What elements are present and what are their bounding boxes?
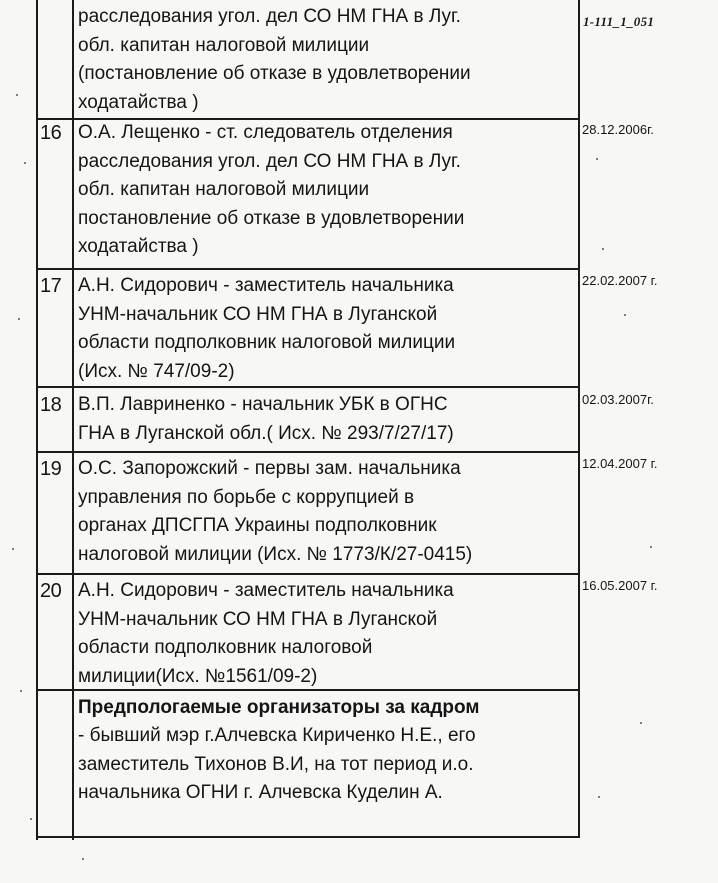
- row-text: В.П. Лавриненко - начальник УБК в ОГНС ГНА в Луганской обл.( Исх. № 293/7/27/17): [78, 394, 454, 444]
- row-text: расследования угол. дел СО НМ ГНА в Луг. обл. капитан налоговой милиции (постановление об отказе в удовлетворении ходатайства ): [78, 6, 471, 113]
- scan-speck: [640, 722, 642, 724]
- row-date: 16.05.2007 г.: [582, 578, 658, 593]
- table-row-separator: [36, 268, 580, 270]
- table-border-left: [36, 0, 38, 840]
- scan-speck: [20, 690, 22, 692]
- table-row-separator: [36, 451, 580, 453]
- scan-speck: [82, 858, 84, 860]
- table-row-separator: [36, 386, 580, 388]
- row-number: 19: [40, 458, 62, 480]
- row-date: 12.04.2007 г.: [582, 456, 658, 471]
- scan-speck: [650, 546, 652, 548]
- row-number: 17: [40, 275, 62, 297]
- scan-speck: [598, 796, 600, 798]
- row-number: 16: [40, 122, 62, 144]
- document-id-stamp: 1-111_1_051: [583, 14, 655, 29]
- scan-speck: [24, 162, 26, 164]
- row-date: 02.03.2007г.: [582, 392, 654, 407]
- scan-speck: [596, 158, 598, 160]
- row-text: А.Н. Сидорович - заместитель начальника УНМ-начальник СО НМ ГНА в Луганской области подполковник налоговой милиции(Исх. №1561/09-2): [78, 580, 454, 687]
- scan-speck: [624, 314, 626, 316]
- row-text: О.С. Запорожский - первы зам. начальника управления по борьбе с коррупцией в органах ДПСГПА Украины подполковник налоговой милиции (Исх. № 1773/К/27-0415): [78, 458, 473, 565]
- table-row-separator: [36, 573, 580, 575]
- scan-speck: [602, 248, 604, 250]
- notes-heading: Предпологаемые организаторы за кадром: [78, 697, 480, 718]
- scan-speck: [18, 318, 20, 320]
- row-date: 22.02.2007 г.: [582, 273, 658, 288]
- scan-speck: [16, 94, 18, 96]
- scan-speck: [30, 818, 32, 820]
- table-border-date-column: [578, 0, 580, 838]
- scan-speck: [12, 548, 14, 550]
- table-border-bottom: [36, 836, 580, 838]
- notes-body: - бывший мэр г.Алчевска Кириченко Н.Е., его заместитель Тихонов В.И, на тот период и.о. начальника ОГНИ г. Алчевска Куделин А.: [78, 725, 476, 803]
- row-number: 20: [40, 580, 62, 602]
- row-text: О.А. Лещенко - ст. следователь отделения расследования угол. дел СО НМ ГНА в Луг. обл. капитан налоговой милиции постановление об отказе в удовлетворении ходатайства ): [78, 122, 465, 257]
- row-number: 18: [40, 394, 62, 416]
- row-date: 28.12.2006г.: [582, 122, 654, 137]
- row-text: А.Н. Сидорович - заместитель начальника УНМ-начальник СО НМ ГНА в Луганской области подполковник налоговой милиции (Исх. № 747/09-2): [78, 275, 456, 382]
